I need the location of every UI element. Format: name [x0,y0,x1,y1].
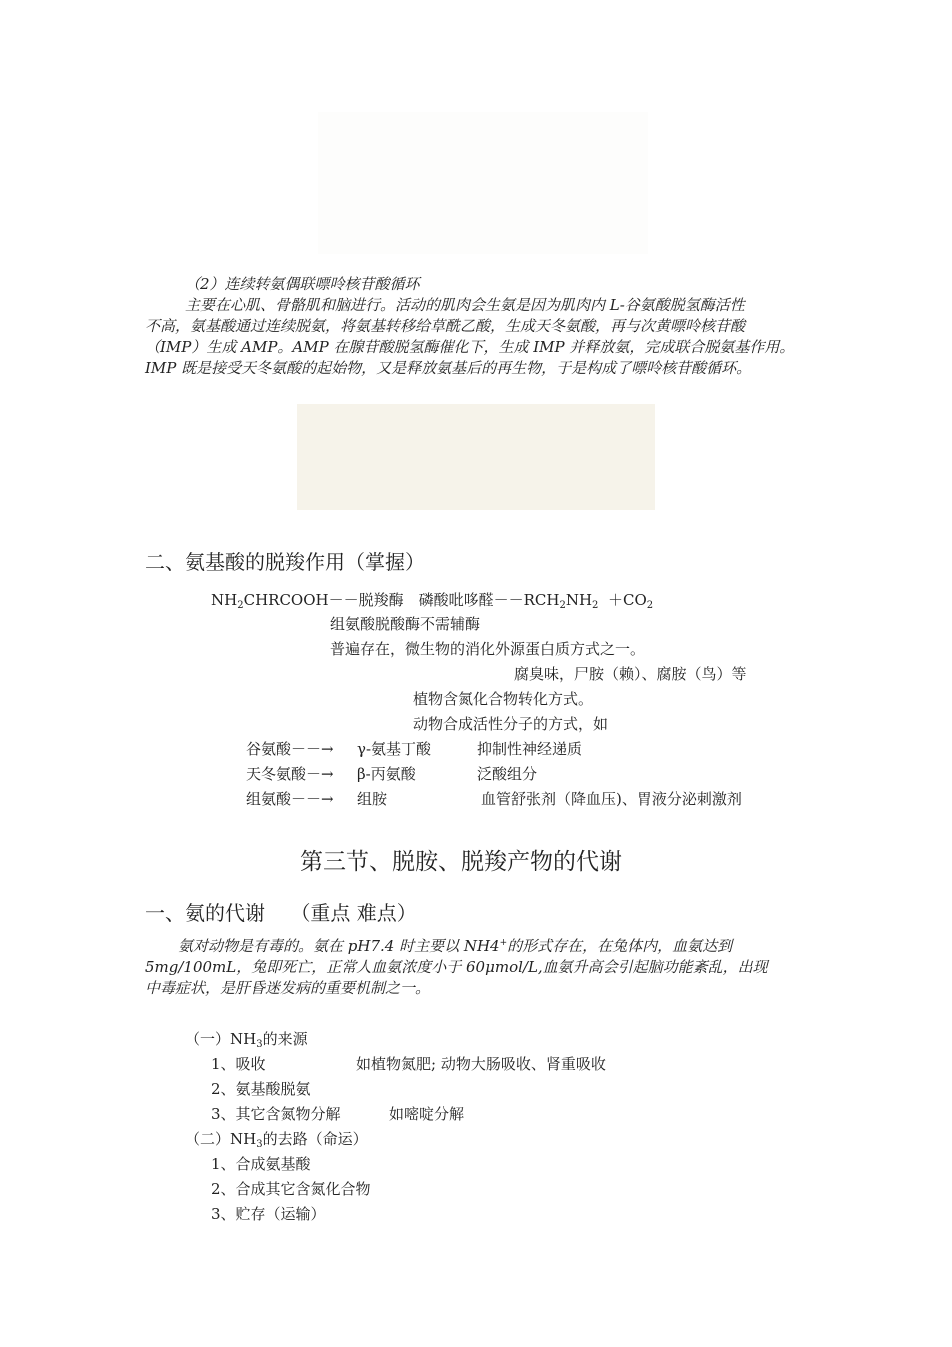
heading-text: 的来源 [262,1030,308,1048]
figure-placeholder [297,404,655,510]
eq-subscript: 2 [237,600,244,611]
nh3-source-heading [185,1028,308,1050]
heading-text: 的去路（命运） [262,1130,368,1148]
eq-part: NH [565,591,593,609]
note-line: 植物含氮化合物转化方式。 [413,690,594,708]
paragraph-line: （IMP）生成 AMP。AMP 在腺苷酸脱氢酶催化下，生成 IMP 并释放氨，完成联合脱氨基作用。 [145,338,795,356]
paragraph-line: IMP 既是接受天冬氨酸的起始物，又是释放氨基后的再生物，于是构成了嘌呤核苷酸循环。 [145,359,752,377]
heading-text: （一）NH [185,1030,257,1048]
heading-tag: （重点 难点） [290,901,417,925]
source-item: 2、氨基酸脱氨 [211,1080,311,1098]
fate-item: 2、合成其它含氮化合物 [211,1180,371,1198]
paragraph-line: 主要在心肌、骨骼肌和脑进行。活动的肌肉会生氨是因为肌肉内 L-谷氨酸脱氢酶活性 [185,296,745,314]
fate-item: 1、合成氨基酸 [211,1155,311,1173]
paragraph-line [145,933,817,957]
example-source: 天冬氨酸－→ [246,765,334,783]
example-source: 谷氨酸－－→ [246,740,334,758]
paragraph-line: 5mg/100mL，兔即死亡，正常人血氨浓度小于 60μmol/L,血氨升高会引起脑功能紊乱，出现 [145,958,768,976]
eq-part: CHRCOOH－－脱羧酶 磷酸吡哆醛－－RCH [243,591,560,609]
eq-part: NH [211,591,238,609]
eq-subscript: 2 [646,600,654,611]
example-role: 抑制性神经递质 [477,740,583,758]
subtitle-purine-cycle: （2）连续转氨偶联嘌呤核苷酸循环 [185,275,420,293]
source-item-note: 如嘧啶分解 [389,1105,465,1123]
example-product: γ-氨基丁酸 [357,740,432,758]
example-role: 泛酸组分 [477,765,538,783]
source-item-note: 如植物氮肥; 动物大肠吸收、肾重吸收 [356,1055,606,1073]
para-text: 的形式存在，在兔体内，血氨达到 [507,937,733,955]
subscript: 3 [256,1039,263,1050]
example-product: β-丙氨酸 [357,765,416,783]
section-title: 第三节、脱胺、脱羧产物的代谢 [300,849,622,875]
eq-part: ＋CO [607,591,647,609]
decarboxylation-heading: 二、氨基酸的脱羧作用（掌握） [145,550,425,574]
source-item: 1、吸收 [211,1055,266,1073]
eq-subscript: 2 [559,600,566,611]
purine-cycle-paragraph [145,295,817,379]
example-role: 血管舒张剂（降血压)、胃液分泌刺激剂 [481,790,742,808]
para-text: 氨对动物是有毒的。氨在 pH7.4 时主要以 NH4 [178,937,500,955]
superscript: + [499,938,508,948]
note-line: 腐臭味，尸胺（赖）、腐胺（鸟）等 [514,665,747,683]
nh3-fate-heading [185,1128,368,1150]
figure-placeholder-top [318,112,648,254]
heading-text: （二）NH [185,1130,257,1148]
paragraph-line: 不高，氨基酸通过连续脱氨，将氨基转移给草酰乙酸，生成天冬氨酸，再与次黄嘌呤核苷酸 [145,317,746,335]
note-line: 普遍存在，微生物的消化外源蛋白质方式之一。 [330,640,646,658]
note-line: 动物合成活性分子的方式，如 [413,715,609,733]
subscript: 3 [256,1139,263,1150]
fate-item: 3、贮存（运输） [211,1205,326,1223]
decarboxylation-equation [211,589,653,611]
paragraph-line: 中毒症状，是肝昏迷发病的重要机制之一。 [145,979,431,997]
source-item: 3、其它含氮物分解 [211,1105,341,1123]
example-product: 组胺 [357,790,388,808]
note-line: 组氨酸脱酸酶不需辅酶 [330,615,481,633]
eq-subscript: 2 [592,600,599,611]
ammonia-heading [145,897,417,926]
heading-text: 一、氨的代谢 [145,901,265,925]
example-source: 组氨酸－－→ [246,790,334,808]
ammonia-paragraph [145,933,817,999]
